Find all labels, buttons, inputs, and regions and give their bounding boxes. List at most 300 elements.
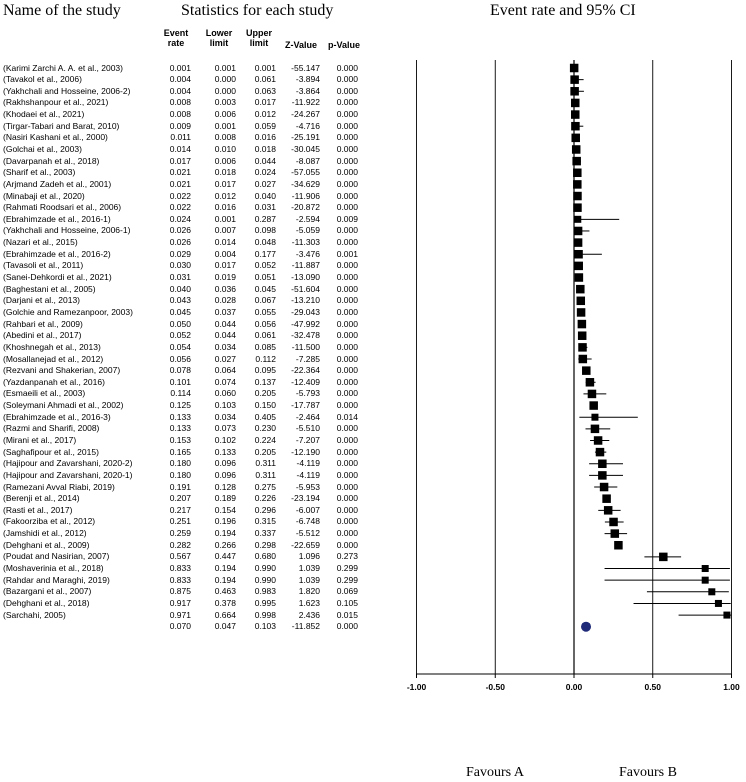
study-name: (Ebrahimzade et al., 2016-1): [3, 213, 111, 224]
z-value: -13.090: [291, 272, 320, 283]
event-rate: 0.833: [169, 563, 191, 574]
upper-limit: 0.095: [254, 365, 276, 376]
study-name: (Mirani et al., 2017): [3, 434, 77, 445]
event-rate: 0.052: [169, 330, 191, 341]
p-value: 0.105: [336, 597, 358, 608]
point-estimate: [708, 588, 715, 595]
point-estimate: [659, 553, 668, 562]
event-rate: 0.282: [169, 539, 191, 550]
point-estimate: [586, 378, 595, 387]
point-estimate: [715, 600, 722, 607]
study-name: (Esmaeili et al., 2003): [3, 388, 86, 399]
lower-limit: 0.008: [214, 132, 236, 143]
p-value: 0.000: [336, 353, 358, 364]
p-value: 0.299: [336, 563, 358, 574]
lower-limit: 0.044: [214, 330, 236, 341]
col-header-p-value: p-Value: [327, 40, 360, 50]
p-value: 0.000: [336, 318, 358, 329]
z-value: -51.604: [291, 283, 320, 294]
event-rate: 0.078: [169, 365, 191, 376]
upper-limit: 0.337: [254, 528, 276, 539]
study-name: (Khodaei et al., 2021): [3, 109, 85, 120]
event-rate: 0.004: [169, 74, 191, 85]
study-name: (Nasiri Kashani et al., 2000): [3, 132, 108, 143]
favours-b-label: Favours B: [619, 765, 677, 780]
lower-limit: 0.036: [214, 283, 236, 294]
point-estimate: [614, 541, 623, 550]
p-value: 0.000: [336, 434, 358, 445]
event-rate: 0.259: [169, 528, 191, 539]
lower-limit: 0.016: [214, 202, 236, 213]
p-value: 0.014: [336, 411, 358, 422]
point-estimate: [604, 506, 613, 515]
point-estimate: [596, 448, 605, 457]
event-rate: 0.180: [169, 458, 191, 469]
upper-limit: 0.296: [254, 504, 276, 515]
lower-limit: 0.012: [214, 190, 236, 201]
lower-limit: 0.073: [214, 423, 236, 434]
study-name: (Darjani et al., 2013): [3, 295, 81, 306]
study-name: (Mosallanejad et al., 2012): [3, 353, 104, 364]
event-rate: 0.207: [169, 493, 191, 504]
event-rate: 0.917: [169, 597, 191, 608]
upper-limit: 0.983: [254, 586, 276, 597]
p-value: 0.000: [336, 155, 358, 166]
study-name: (Khoshnegah et al., 2013): [3, 341, 101, 352]
point-estimate: [571, 134, 580, 143]
z-value: -11.887: [291, 260, 320, 271]
event-rate: 0.217: [169, 504, 191, 515]
event-rate: 0.029: [169, 248, 191, 259]
lower-limit: 0.027: [214, 353, 236, 364]
study-name: (Rasti et al., 2017): [3, 504, 73, 515]
z-value: -17.787: [291, 400, 320, 411]
event-rate: 0.054: [169, 341, 191, 352]
z-value: -11.906: [291, 190, 320, 201]
lower-limit: 0.074: [214, 376, 236, 387]
p-value: 0.000: [336, 74, 358, 85]
point-estimate: [582, 366, 591, 375]
upper-limit: 0.052: [254, 260, 276, 271]
p-value: 0.069: [336, 586, 358, 597]
lower-limit: 0.194: [214, 563, 236, 574]
upper-limit: 0.990: [254, 563, 276, 574]
lower-limit: 0.006: [214, 109, 236, 120]
p-value: 0.000: [336, 178, 358, 189]
point-estimate: [578, 320, 587, 329]
event-rate: 0.070: [169, 621, 191, 632]
p-value: 0.000: [336, 400, 358, 411]
lower-limit: 0.096: [214, 469, 236, 480]
study-name: (Yazdanpanah et al., 2016): [3, 376, 105, 387]
upper-limit: 0.137: [254, 376, 276, 387]
point-estimate: [574, 238, 583, 247]
p-value: 0.000: [336, 330, 358, 341]
upper-limit: 0.001: [254, 62, 276, 73]
z-value: -5.510: [295, 423, 320, 434]
z-value: -8.087: [295, 155, 320, 166]
p-value: 0.000: [336, 376, 358, 387]
point-estimate: [723, 612, 730, 619]
upper-limit: 0.112: [255, 353, 276, 364]
point-estimate: [598, 460, 607, 469]
upper-limit: 0.998: [254, 609, 276, 620]
point-estimate: [702, 577, 709, 584]
z-value: -30.045: [291, 143, 320, 154]
lower-limit: 0.007: [214, 225, 236, 236]
lower-limit: 0.103: [214, 400, 236, 411]
z-value: -4.716: [295, 120, 320, 131]
point-estimate: [575, 273, 584, 282]
event-rate: 0.030: [169, 260, 191, 271]
point-estimate: [571, 110, 580, 119]
header-study-name: Name of the study: [3, 2, 121, 19]
event-rate: 0.009: [169, 120, 191, 131]
event-rate: 0.045: [169, 306, 191, 317]
study-name: (Berenji et al., 2014): [3, 493, 80, 504]
z-value: -3.864: [295, 85, 320, 96]
lower-limit: 0.004: [214, 248, 236, 259]
pooled-estimate: [581, 622, 591, 632]
z-value: 2.436: [298, 609, 320, 620]
z-value: -6.007: [295, 504, 320, 515]
point-estimate: [578, 331, 587, 340]
x-tick-label: -0.50: [485, 682, 505, 692]
point-estimate: [573, 180, 582, 189]
lower-limit: 0.000: [214, 85, 236, 96]
study-name: (Abedini et al., 2017): [3, 330, 82, 341]
lower-limit: 0.154: [214, 504, 236, 515]
p-value: 0.009: [336, 213, 358, 224]
event-rate: 0.180: [169, 469, 191, 480]
z-value: -29.043: [291, 306, 320, 317]
lower-limit: 0.047: [214, 621, 236, 632]
event-rate: 0.056: [169, 353, 191, 364]
upper-limit: 0.017: [254, 97, 276, 108]
study-name: (Arjmand Zadeh et al., 2001): [3, 178, 112, 189]
z-value: -25.191: [291, 132, 320, 143]
z-value: -4.119: [296, 469, 320, 480]
upper-limit: 0.275: [254, 481, 276, 492]
z-value: -13.210: [291, 295, 320, 306]
study-name: (Sanei-Dehkordi et al., 2021): [3, 272, 112, 283]
study-name: (Sharif et al., 2003): [3, 167, 76, 178]
p-value: 0.273: [336, 551, 358, 562]
p-value: 0.000: [336, 85, 358, 96]
point-estimate: [570, 75, 579, 84]
upper-limit: 0.018: [254, 143, 276, 154]
lower-limit: 0.128: [214, 481, 236, 492]
point-estimate: [591, 425, 600, 434]
favours-a-label: Favours A: [466, 765, 524, 780]
upper-limit: 0.103: [254, 621, 276, 632]
event-rate: 0.165: [169, 446, 191, 457]
point-estimate: [576, 285, 585, 294]
upper-limit: 0.040: [254, 190, 276, 201]
point-estimate: [571, 99, 580, 108]
upper-limit: 0.045: [254, 283, 276, 294]
point-estimate: [572, 157, 581, 166]
upper-limit: 0.048: [254, 237, 276, 248]
event-rate: 0.022: [169, 190, 191, 201]
p-value: 0.000: [336, 202, 358, 213]
study-name: (Rahmati Roodsari et al., 2006): [3, 202, 122, 213]
z-value: -7.207: [295, 434, 320, 445]
z-value: 1.039: [298, 563, 320, 574]
z-value: -20.872: [291, 202, 320, 213]
z-value: -5.512: [295, 528, 320, 539]
event-rate: 0.050: [169, 318, 191, 329]
z-value: 1.820: [298, 586, 320, 597]
upper-limit: 0.085: [254, 341, 276, 352]
lower-limit: 0.028: [214, 295, 236, 306]
upper-limit: 0.995: [254, 597, 276, 608]
z-value: -34.629: [291, 178, 320, 189]
point-estimate: [589, 401, 598, 410]
study-name: (Nazari et al., 2015): [3, 237, 78, 248]
lower-limit: 0.037: [214, 306, 236, 317]
p-value: 0.015: [336, 609, 358, 620]
upper-limit: 0.044: [254, 155, 276, 166]
lower-limit: 0.014: [214, 237, 236, 248]
col-header-upper-limit-line1: Upper: [245, 28, 272, 38]
event-rate: 0.101: [169, 376, 191, 387]
upper-limit: 0.067: [254, 295, 276, 306]
z-value: -11.922: [291, 97, 320, 108]
col-header-event-rate-line1: Event: [163, 28, 189, 38]
p-value: 0.000: [336, 516, 358, 527]
header-statistics: Statistics for each study: [181, 2, 334, 19]
point-estimate: [588, 390, 597, 399]
lower-limit: 0.102: [214, 434, 236, 445]
study-name: (Rakhshanpour et al., 2021): [3, 97, 109, 108]
p-value: 0.000: [336, 283, 358, 294]
lower-limit: 0.196: [214, 516, 236, 527]
upper-limit: 0.311: [255, 469, 276, 480]
point-estimate: [609, 518, 618, 527]
z-value: -32.478: [291, 330, 320, 341]
lower-limit: 0.018: [214, 167, 236, 178]
lower-limit: 0.034: [214, 341, 236, 352]
point-estimate: [600, 483, 609, 492]
upper-limit: 0.405: [254, 411, 276, 422]
p-value: 0.000: [336, 109, 358, 120]
upper-limit: 0.150: [254, 400, 276, 411]
lower-limit: 0.034: [214, 411, 236, 422]
z-value: -22.659: [291, 539, 320, 550]
study-name: (Minabaji et al., 2020): [3, 190, 85, 201]
event-rate: 0.014: [169, 143, 191, 154]
upper-limit: 0.177: [254, 248, 276, 259]
point-estimate: [579, 355, 588, 364]
event-rate: 0.251: [169, 516, 191, 527]
upper-limit: 0.205: [254, 388, 276, 399]
p-value: 0.000: [336, 132, 358, 143]
study-name: (Saghafipour et al., 2015): [3, 446, 99, 457]
upper-limit: 0.061: [254, 330, 276, 341]
p-value: 0.000: [336, 120, 358, 131]
lower-limit: 0.664: [214, 609, 236, 620]
point-estimate: [577, 308, 586, 317]
study-name: (Poudat and Nasirian, 2007): [3, 551, 110, 562]
upper-limit: 0.024: [254, 167, 276, 178]
p-value: 0.000: [336, 341, 358, 352]
event-rate: 0.008: [169, 109, 191, 120]
p-value: 0.000: [336, 481, 358, 492]
upper-limit: 0.056: [254, 318, 276, 329]
upper-limit: 0.098: [254, 225, 276, 236]
upper-limit: 0.680: [254, 551, 276, 562]
study-name: (Dehghani et al., 2018): [3, 597, 90, 608]
upper-limit: 0.224: [254, 434, 276, 445]
p-value: 0.000: [336, 143, 358, 154]
z-value: -5.059: [295, 225, 320, 236]
x-tick-label: 0.50: [644, 682, 662, 692]
point-estimate: [574, 227, 583, 236]
z-value: 1.623: [298, 597, 320, 608]
lower-limit: 0.019: [214, 272, 236, 283]
event-rate: 0.043: [169, 295, 191, 306]
z-value: -12.409: [291, 376, 320, 387]
col-header-lower-limit-line1: Lower: [205, 28, 233, 38]
event-rate: 0.125: [169, 400, 191, 411]
p-value: 0.000: [336, 190, 358, 201]
lower-limit: 0.194: [214, 574, 236, 585]
upper-limit: 0.063: [254, 85, 276, 96]
z-value: -3.894: [295, 74, 320, 85]
upper-limit: 0.287: [254, 213, 276, 224]
study-name: (Yakhchali and Hosseine, 2006-2): [3, 85, 131, 96]
p-value: 0.000: [336, 469, 358, 480]
event-rate: 0.021: [169, 167, 191, 178]
x-tick-label: -1.00: [406, 682, 427, 692]
study-name: (Karimi Zarchi A. A. et al., 2003): [3, 62, 123, 73]
lower-limit: 0.447: [214, 551, 236, 562]
p-value: 0.000: [336, 504, 358, 515]
event-rate: 0.133: [169, 411, 191, 422]
point-estimate: [578, 343, 587, 352]
point-estimate: [573, 203, 582, 212]
z-value: -12.190: [291, 446, 320, 457]
lower-limit: 0.378: [214, 597, 236, 608]
event-rate: 0.021: [169, 178, 191, 189]
z-value: -11.852: [291, 621, 320, 632]
study-name: (Soleymani Ahmadi et al., 2002): [3, 400, 124, 411]
event-rate: 0.001: [169, 62, 191, 73]
lower-limit: 0.010: [214, 143, 236, 154]
point-estimate: [702, 565, 709, 572]
header-plot: Event rate and 95% CI: [490, 2, 636, 19]
event-rate: 0.153: [169, 434, 191, 445]
event-rate: 0.026: [169, 225, 191, 236]
lower-limit: 0.003: [214, 97, 236, 108]
z-value: -6.748: [295, 516, 320, 527]
study-name: (Hajipour and Zavarshani, 2020-2): [3, 458, 133, 469]
study-name: (Golchai et al., 2003): [3, 143, 82, 154]
lower-limit: 0.133: [214, 446, 236, 457]
p-value: 0.000: [336, 295, 358, 306]
lower-limit: 0.463: [214, 586, 236, 597]
upper-limit: 0.055: [254, 306, 276, 317]
point-estimate: [598, 471, 607, 480]
lower-limit: 0.006: [214, 155, 236, 166]
event-rate: 0.133: [169, 423, 191, 434]
upper-limit: 0.205: [254, 446, 276, 457]
lower-limit: 0.001: [214, 120, 236, 131]
event-rate: 0.017: [169, 155, 191, 166]
p-value: 0.000: [336, 365, 358, 376]
point-estimate: [591, 414, 598, 421]
study-name: (Tavasoli et al., 2011): [3, 260, 84, 271]
event-rate: 0.833: [169, 574, 191, 585]
upper-limit: 0.027: [254, 178, 276, 189]
p-value: 0.000: [336, 423, 358, 434]
p-value: 0.000: [336, 306, 358, 317]
point-estimate: [574, 250, 583, 258]
p-value: 0.000: [336, 237, 358, 248]
study-name: (Ebrahimzade et al., 2016-3): [3, 411, 111, 422]
study-name: (Ramezani Avval Riabi, 2019): [3, 481, 115, 492]
p-value: 0.000: [336, 539, 358, 550]
study-name: (Tirgar-Tabari and Barat, 2010): [3, 120, 120, 131]
event-rate: 0.971: [169, 609, 191, 620]
point-estimate: [572, 145, 581, 154]
event-rate: 0.114: [170, 388, 191, 399]
z-value: -47.992: [291, 318, 320, 329]
lower-limit: 0.266: [214, 539, 236, 550]
p-value: 0.000: [336, 260, 358, 271]
upper-limit: 0.031: [254, 202, 276, 213]
point-estimate: [611, 529, 620, 538]
study-name: (Hajipour and Zavarshani, 2020-1): [3, 469, 133, 480]
study-name: (Ebrahimzade et al., 2016-2): [3, 248, 111, 259]
upper-limit: 0.315: [254, 516, 276, 527]
x-tick-label: 1.00: [723, 682, 740, 692]
study-name: (Bazargani et al., 2007): [3, 586, 92, 597]
study-name: (Tavakol et al., 2006): [3, 74, 82, 85]
study-name: (Moshaverinia et al., 2018): [3, 563, 104, 574]
point-estimate: [571, 122, 580, 131]
z-value: -5.793: [295, 388, 320, 399]
p-value: 0.000: [336, 493, 358, 504]
lower-limit: 0.017: [214, 260, 236, 271]
col-header-upper-limit-line2: limit: [249, 38, 269, 48]
point-estimate: [577, 297, 586, 306]
z-value: -55.147: [291, 62, 320, 73]
study-name: (Jamshidi et al., 2012): [3, 528, 87, 539]
p-value: 0.000: [336, 528, 358, 539]
z-value: 1.096: [298, 551, 320, 562]
lower-limit: 0.017: [214, 178, 236, 189]
study-name: (Golchie and Ramezanpoor, 2003): [3, 306, 133, 317]
z-value: -7.285: [295, 353, 320, 364]
upper-limit: 0.311: [255, 458, 276, 469]
z-value: -22.364: [291, 365, 320, 376]
lower-limit: 0.001: [214, 213, 236, 224]
z-value: -2.464: [295, 411, 320, 422]
z-value: -23.194: [291, 493, 320, 504]
z-value: -4.119: [296, 458, 320, 469]
p-value: 0.000: [336, 388, 358, 399]
upper-limit: 0.226: [254, 493, 276, 504]
study-name: (Dehghani et al., 2009): [3, 539, 90, 550]
col-header-event-rate-line2: rate: [167, 38, 185, 48]
p-value: 0.000: [336, 458, 358, 469]
study-name: (Razmi and Sharifi, 2008): [3, 423, 100, 434]
point-estimate: [574, 262, 583, 271]
lower-limit: 0.064: [214, 365, 236, 376]
point-estimate: [570, 87, 579, 96]
